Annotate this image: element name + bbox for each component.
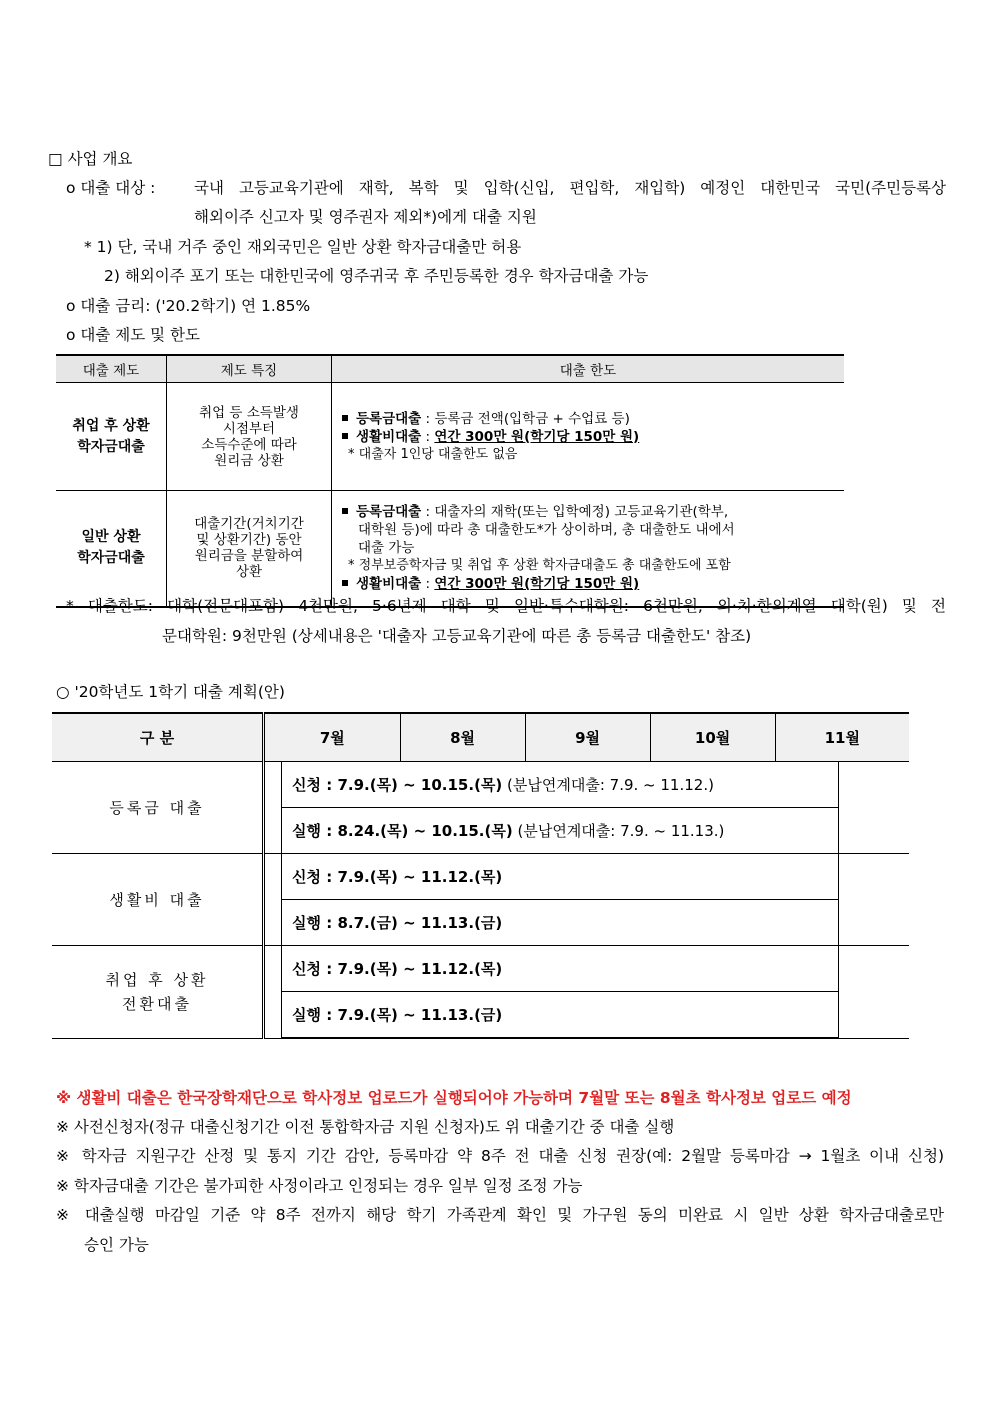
- remark-recommend: ※ 학자금 지원구간 산정 및 통지 기간 감안, 등록마감 약 8주 전 대출 신청 권장(예: 2월말 등록마감 → 1월초 이내 신청): [56, 1147, 944, 1165]
- loan-limit: [332, 383, 845, 491]
- square-bullet-icon: [342, 508, 348, 514]
- plan-exec: [282, 992, 839, 1039]
- limit-footnote-line1: * 대출한도: 대학(전문대포함) 4천만원, 5·6년제 대학 및 일반·특수대학원: 6천만원, 의·치·한의계열 대학(원) 및 전: [66, 597, 946, 615]
- loan-rate: o 대출 금리: ('20.2학기) 연 1.85%: [66, 297, 311, 315]
- remark-adjust: ※ 학자금대출 기간은 불가피한 사정이라고 인정되는 경우 일부 일정 조정 가능: [56, 1177, 583, 1195]
- feature-line: 시점부터: [222, 420, 276, 437]
- feature-line: 취업 등 소득발생: [199, 404, 299, 421]
- square-bullet-icon: [342, 433, 348, 439]
- remark-pre-apply: ※ 사전신청자(정규 대출신청기간 이전 통합학자금 지원 신청자)도 위 대출기간 중 대출 실행: [56, 1118, 675, 1136]
- target-note1: * 1) 단, 국내 거주 중인 재외국민은 일반 상환 학자금대출만 허용: [84, 238, 522, 256]
- target-note2: 2) 해외이주 포기 또는 대한민국에 영주귀국 후 주민등록한 경우 학자금대출 가능: [104, 267, 649, 285]
- loan-row-general: [56, 491, 844, 607]
- living-item: [342, 575, 840, 593]
- plan-header-month: 10월: [650, 713, 775, 762]
- loan-type-line1: 취업 후 상환: [72, 417, 150, 434]
- plan-gap: [264, 762, 282, 854]
- loan-feature: [167, 491, 332, 607]
- exec-period: 8.24.(목) ~ 10.15.(목): [337, 822, 513, 840]
- tuition-text: : 등록금 전액(입학금 + 수업료 등): [421, 410, 630, 427]
- exec-label: 실행 :: [292, 1006, 338, 1024]
- living-sep: :: [421, 428, 435, 445]
- remark-family-line2: 승인 가능: [84, 1236, 149, 1254]
- loan-plan-table: [52, 712, 909, 1039]
- remark-family-line1: ※ 대출실행 마감일 기준 약 8주 전까지 해당 학기 가족관계 확인 및 가구원 동의 미완료 시 일반 상환 학자금대출로만: [56, 1206, 944, 1224]
- tuition-text-cont: 대출 가능: [358, 540, 415, 557]
- plan-row-tuition: [52, 762, 909, 808]
- exec-extra: (분납연계대출: 7.9. ~ 11.13.): [512, 822, 725, 840]
- loan-type-line2: 학자금대출: [77, 550, 145, 567]
- tuition-text: : 대출자의 재학(또는 입학예정) 고등교육기관(학부,: [421, 504, 729, 521]
- plan-gap: [264, 946, 282, 1039]
- tuition-label: 등록금대출: [356, 504, 422, 521]
- section-heading: □ 사업 개요: [48, 150, 133, 168]
- plan-heading: ○ '20학년도 1학기 대출 계획(안): [56, 683, 285, 701]
- feature-line: 원리금 상환: [214, 452, 284, 469]
- square-bullet-icon: [342, 415, 348, 421]
- exec-period: 8.7.(금) ~ 11.13.(금): [337, 914, 503, 932]
- living-sep: :: [421, 576, 435, 593]
- remark-living-upload: ※ 생활비 대출은 한국장학재단으로 학사정보 업로드가 실행되어야 가능하며 7월말 또는 8월초 학사정보 업로드 예정: [56, 1089, 852, 1107]
- tuition-item: [342, 503, 840, 521]
- limit-note: * 대출자 1인당 대출한도 없음: [348, 446, 518, 462]
- plan-exec: [282, 900, 839, 946]
- apply-extra: (분납연계대출: 7.9. ~ 11.12.): [502, 776, 714, 794]
- loan-limit: [332, 491, 845, 607]
- plan-row-conversion: [52, 946, 909, 992]
- tuition-text-cont: 대학원 등)에 따라 총 대출한도*가 상이하며, 총 대출한도 내에서: [358, 522, 735, 539]
- plan-gap: [839, 762, 910, 854]
- limit-footnote-line2: 문대학원: 9천만원 (상세내용은 '대출자 고등교육기관에 따른 총 등록금 대출한도' 참조): [162, 627, 752, 645]
- plan-exec: [282, 808, 839, 854]
- plan-category: 등록금 대출: [52, 762, 264, 854]
- feature-line: 소득수준에 따라: [201, 436, 297, 453]
- loan-table-header: [56, 355, 844, 383]
- plan-gap: [839, 946, 910, 1039]
- plan-header-month: 7월: [264, 713, 401, 762]
- living-label: 생활비대출: [356, 428, 422, 445]
- plan-apply: [282, 762, 839, 808]
- apply-period: 7.9.(목) ~ 11.12.(목): [337, 960, 503, 978]
- square-bullet-icon: [342, 580, 348, 586]
- loan-system-heading: o 대출 제도 및 한도: [66, 326, 201, 344]
- apply-period: 7.9.(목) ~ 10.15.(목): [337, 776, 503, 794]
- living-text: 연간 300만 원(학기당 150만 원): [434, 576, 640, 593]
- loan-type-line2: 학자금대출: [77, 438, 145, 455]
- feature-line: 원리금을 분할하여: [194, 548, 304, 565]
- feature-line: 상환: [235, 564, 263, 581]
- limit-note: * 정부보증학자금 및 취업 후 상환 학자금대출도 총 대출한도에 포함: [348, 558, 731, 574]
- loan-type-line1: 일반 상환: [81, 529, 141, 546]
- feature-line: 및 상환기간) 동안: [196, 532, 302, 549]
- plan-header-row: [52, 713, 909, 762]
- header-cell: 대출 한도: [332, 355, 845, 383]
- feature-line: 대출기간(거치기간: [194, 516, 304, 533]
- tuition-label: 등록금대출: [356, 410, 422, 427]
- exec-label: 실행 :: [292, 822, 338, 840]
- plan-header-month: 9월: [525, 713, 650, 762]
- living-label: 생활비대출: [356, 576, 422, 593]
- living-item: [342, 428, 840, 446]
- plan-category: [52, 946, 264, 1039]
- plan-row-living: [52, 854, 909, 900]
- loan-type: [56, 491, 167, 607]
- exec-period: 7.9.(목) ~ 11.13.(금): [337, 1006, 503, 1024]
- target-label: o 대출 대상 :: [66, 179, 156, 197]
- apply-label: 신청 :: [292, 960, 338, 978]
- plan-header-month: 8월: [400, 713, 525, 762]
- plan-apply: [282, 854, 839, 900]
- category-line2: 전환대출: [122, 994, 192, 1013]
- loan-feature: [167, 383, 332, 491]
- header-cell: 제도 특징: [167, 355, 332, 383]
- apply-label: 신청 :: [292, 776, 338, 794]
- loan-row-icl: [56, 383, 844, 491]
- plan-category: 생활비 대출: [52, 854, 264, 946]
- living-text: 연간 300만 원(학기당 150만 원): [434, 428, 640, 445]
- plan-gap: [264, 854, 282, 946]
- apply-period: 7.9.(목) ~ 11.12.(목): [337, 868, 503, 886]
- category-line1: 취업 후 상환: [105, 970, 209, 989]
- target-line1: 국내 고등교육기관에 재학, 복학 및 입학(신입, 편입학, 재입학) 예정인 대한민국 국민(주민등록상: [194, 179, 946, 197]
- plan-apply: [282, 946, 839, 992]
- plan-gap: [839, 854, 910, 946]
- exec-label: 실행 :: [292, 914, 338, 932]
- target-line2: 해외이주 신고자 및 영주권자 제외*)에게 대출 지원: [194, 208, 537, 226]
- plan-header-month: 11월: [775, 713, 909, 762]
- loan-system-table: [56, 354, 844, 608]
- tuition-item: [342, 410, 840, 428]
- loan-type: [56, 383, 167, 491]
- apply-label: 신청 :: [292, 868, 338, 886]
- header-cell: 대출 제도: [56, 355, 167, 383]
- plan-header-category: 구 분: [52, 713, 264, 762]
